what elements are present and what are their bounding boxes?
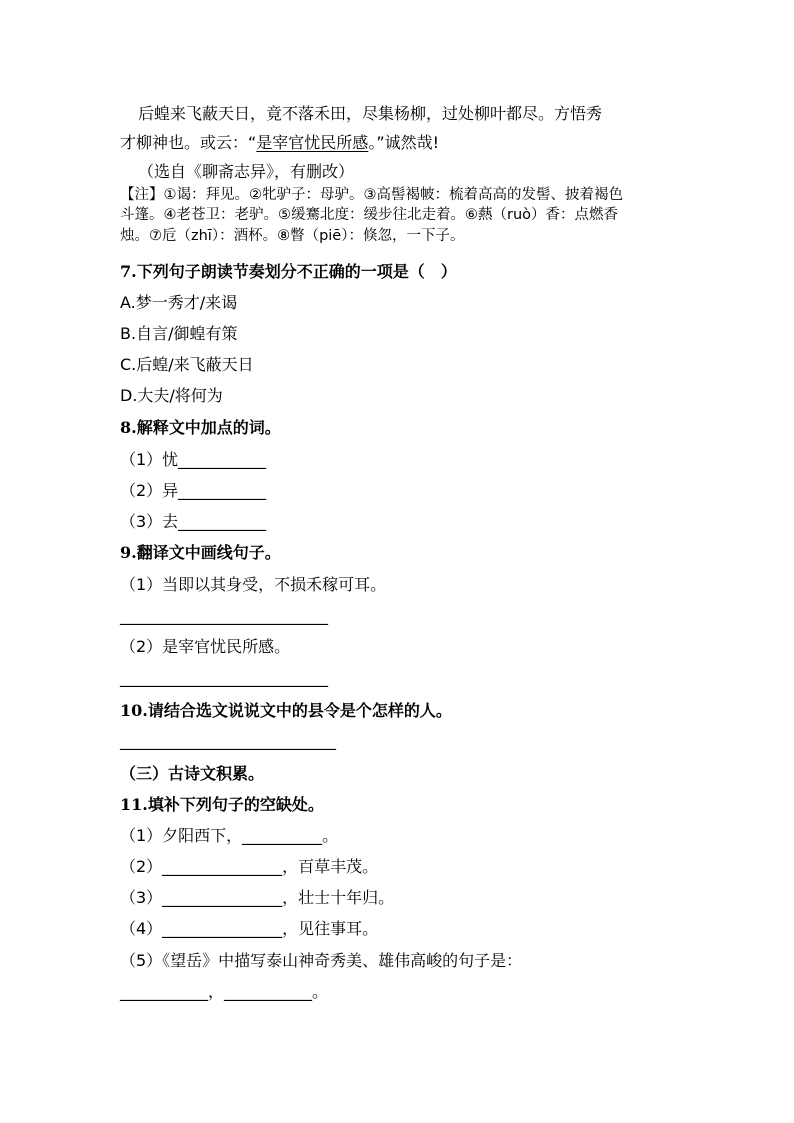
q7-option-b: B.自言/御蝗有策 — [120, 324, 238, 343]
q11-title: 11.填补下列句子的空缺处。 — [120, 795, 324, 814]
q9-answer-blank-1: __________________________ — [120, 606, 328, 625]
q7-option-c: C.后蝗/来飞蔽天日 — [120, 355, 254, 374]
q11-item-1: （1）夕阳西下，__________。 — [120, 826, 339, 845]
q11-item-5: （5）《望岳》中描写泰山神奇秀美、雄伟高峻的句子是： — [120, 951, 523, 970]
q9-answer-blank-2: __________________________ — [120, 668, 328, 687]
q10-title: 10.请结合选文说说文中的县令是个怎样的人。 — [120, 701, 452, 720]
q11-answer-line: ___________，___________。 — [120, 982, 329, 1001]
q11-item-3: （3）_______________，壮士十年归。 — [120, 888, 395, 907]
q10-answer-blank: ___________________________ — [120, 731, 336, 750]
q9-item-1: （1）当即以其身受，不损禾稼可耳。 — [120, 575, 387, 594]
note-line-2: 斗篷。④老苍卫：老驴。⑤缓騫北度：缓步往北走着。⑥爇（ruò）香：点燃香 — [120, 207, 619, 223]
note-line-1: 【注】①谒：拜见。②牝驴子：母驴。③高髻褐帔：梳着高高的发髻、披着褐色 — [120, 187, 623, 203]
q8-item-1: （1）忧___________ — [120, 450, 267, 469]
q7-option-d: D.大夫/将何为 — [120, 386, 223, 405]
q11-item-2: （2）_______________，百草丰茂。 — [120, 857, 379, 876]
q7-title: 7.下列句子朗读节奏划分不正确的一项是（ ） — [120, 262, 457, 281]
note-line-3: 烛。⑦卮（zhī）：酒杯。⑧瞥（piē）：倏忽，一下子。 — [120, 228, 465, 244]
q8-item-3: （3）去___________ — [120, 512, 267, 531]
section-3-title: （三）古诗文积累。 — [120, 764, 265, 783]
passage-source: （选自《聊斋志异》，有删改） — [138, 162, 355, 181]
q7-option-a: A.梦一秀才/来谒 — [120, 293, 238, 312]
q11-item-4: （4）_______________，见往事耳。 — [120, 919, 379, 938]
passage-line-2-a: 才柳神也。或云：“ — [120, 133, 257, 152]
q8-item-2: （2）异___________ — [120, 481, 267, 500]
q9-title: 9.翻译文中画线句子。 — [120, 543, 281, 562]
underlined-sentence: 是宰官忧民所感 — [256, 133, 369, 152]
passage-line-2-b: 。”诚然哉! — [368, 133, 440, 152]
q9-item-2: （2）是宰官忧民所感。 — [120, 637, 291, 656]
passage-line-1: 后蝗来飞蔽天日，竟不落禾田，尽集杨柳，过处柳叶都尽。方悟秀 — [138, 104, 603, 123]
q8-title: 8.解释文中加点的词。 — [120, 418, 281, 437]
passage-line-2 — [120, 133, 439, 153]
